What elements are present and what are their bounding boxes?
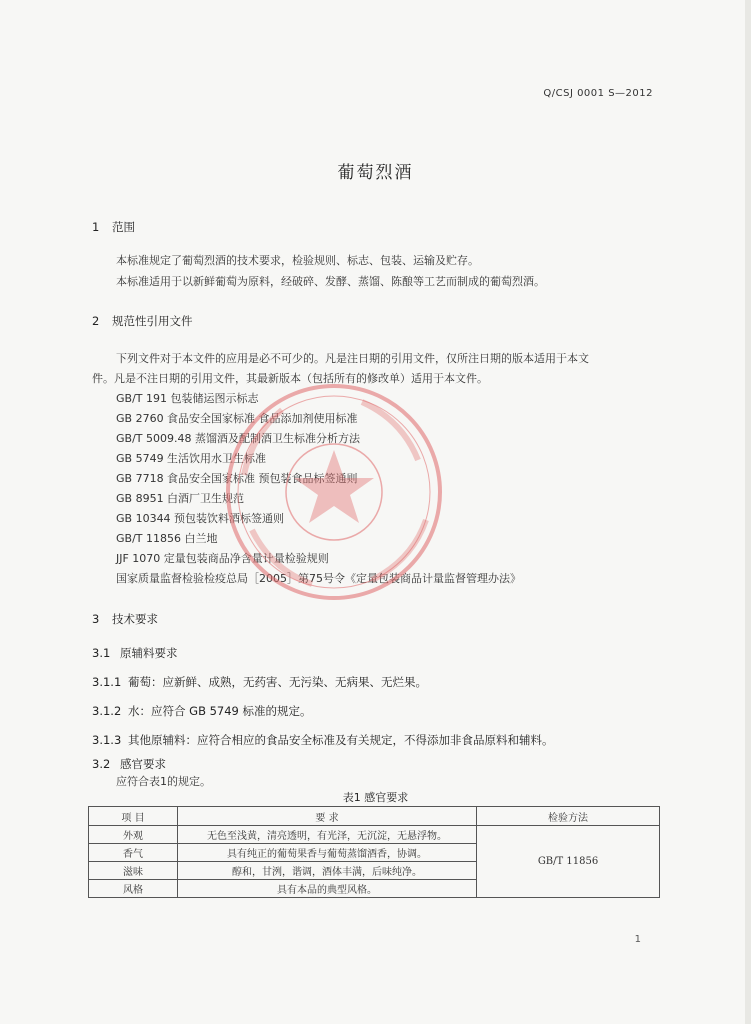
document-id: Q/CSJ 0001 S—2012: [543, 88, 653, 99]
section-title: 原辅料要求: [120, 646, 178, 660]
reference-item: GB 8951 白酒厂卫生规范: [116, 492, 245, 505]
section-title: 技术要求: [112, 612, 158, 626]
column-header: 检验方法: [477, 807, 660, 826]
requirement-cell: 具有本品的典型风格。: [178, 880, 477, 898]
section-3-1-heading: [92, 645, 178, 661]
reference-item: GB 10344 预包装饮料酒标签通则: [116, 512, 285, 525]
paragraph: 件。凡是不注日期的引用文件，其最新版本（包括所有的修改单）适用于本文件。: [92, 372, 488, 385]
clause-text: 水：应符合 GB 5749 标准的规定。: [128, 704, 312, 718]
clause-number: 3.1.2: [92, 704, 122, 718]
clause-3-1-1: [92, 674, 427, 690]
table-row: [89, 826, 660, 844]
paragraph: 本标准适用于以新鲜葡萄为原料，经破碎、发酵、蒸馏、陈酿等工艺而制成的葡萄烈酒。: [116, 275, 545, 288]
section-2-heading: [92, 313, 193, 329]
reference-item: GB 5749 生活饮用水卫生标准: [116, 452, 267, 465]
section-3-heading: [92, 611, 158, 627]
table-header-row: [89, 807, 660, 826]
section-title: 感官要求: [120, 757, 166, 771]
clause-3-1-3: [92, 732, 554, 748]
clause-number: 3.1.3: [92, 733, 122, 747]
section-number: 3.2: [92, 757, 111, 771]
reference-item: GB 2760 食品安全国家标准 食品添加剂使用标准: [116, 412, 358, 425]
reference-item: JJF 1070 定量包装商品净含量计量检验规则: [116, 552, 329, 565]
item-cell: 风格: [89, 880, 178, 898]
item-cell: 外观: [89, 826, 178, 844]
clause-3-1-2: [92, 703, 312, 719]
item-cell: 滋味: [89, 862, 178, 880]
method-cell: GB/T 11856: [477, 826, 660, 898]
clause-text: 其他原辅料：应符合相应的食品安全标准及有关规定，不得添加非食品原料和辅料。: [128, 733, 554, 747]
reference-item: GB/T 191 包装储运图示标志: [116, 392, 259, 405]
section-number: 2: [92, 314, 100, 328]
section-number: 1: [92, 220, 100, 234]
document-title: 葡萄烈酒: [337, 163, 414, 183]
table-caption: 表1 感官要求: [342, 791, 409, 804]
section-number: 3: [92, 612, 100, 626]
column-header: 要 求: [178, 807, 477, 826]
section-title: 范围: [112, 220, 135, 234]
reference-item: GB/T 11856 白兰地: [116, 532, 218, 545]
section-3-2-heading: [92, 756, 166, 772]
paragraph: 应符合表1的规定。: [116, 775, 211, 788]
reference-item: GB 7718 食品安全国家标准 预包装食品标签通则: [116, 472, 358, 485]
section-number: 3.1: [92, 646, 111, 660]
sensory-requirements-table: [88, 806, 660, 898]
page-number: 1: [634, 934, 641, 945]
reference-item: 国家质量监督检验检疫总局［2005］第75号令《定量包装商品计量监督管理办法》: [116, 572, 521, 585]
item-cell: 香气: [89, 844, 178, 862]
requirement-cell: 醇和，甘洌，谐调，酒体丰满，后味纯净。: [178, 862, 477, 880]
scan-edge: [745, 0, 751, 1024]
requirement-cell: 具有纯正的葡萄果香与葡萄蒸馏酒香，协调。: [178, 844, 477, 862]
paragraph: 本标准规定了葡萄烈酒的技术要求，检验规则、标志、包装、运输及贮存。: [116, 254, 479, 267]
section-title: 规范性引用文件: [112, 314, 193, 328]
clause-number: 3.1.1: [92, 675, 122, 689]
paragraph: 下列文件对于本文件的应用是必不可少的。凡是注日期的引用文件，仅所注日期的版本适用于本文: [116, 352, 589, 365]
column-header: 项 目: [89, 807, 178, 826]
requirement-cell: 无色至浅黄，清亮透明，有光泽，无沉淀，无悬浮物。: [178, 826, 477, 844]
clause-text: 葡萄：应新鲜、成熟，无药害、无污染、无病果、无烂果。: [128, 675, 427, 689]
official-seal-stamp: [222, 380, 446, 604]
reference-item: GB/T 5009.48 蒸馏酒及配制酒卫生标准分析方法: [116, 432, 360, 445]
section-1-heading: [92, 219, 135, 235]
